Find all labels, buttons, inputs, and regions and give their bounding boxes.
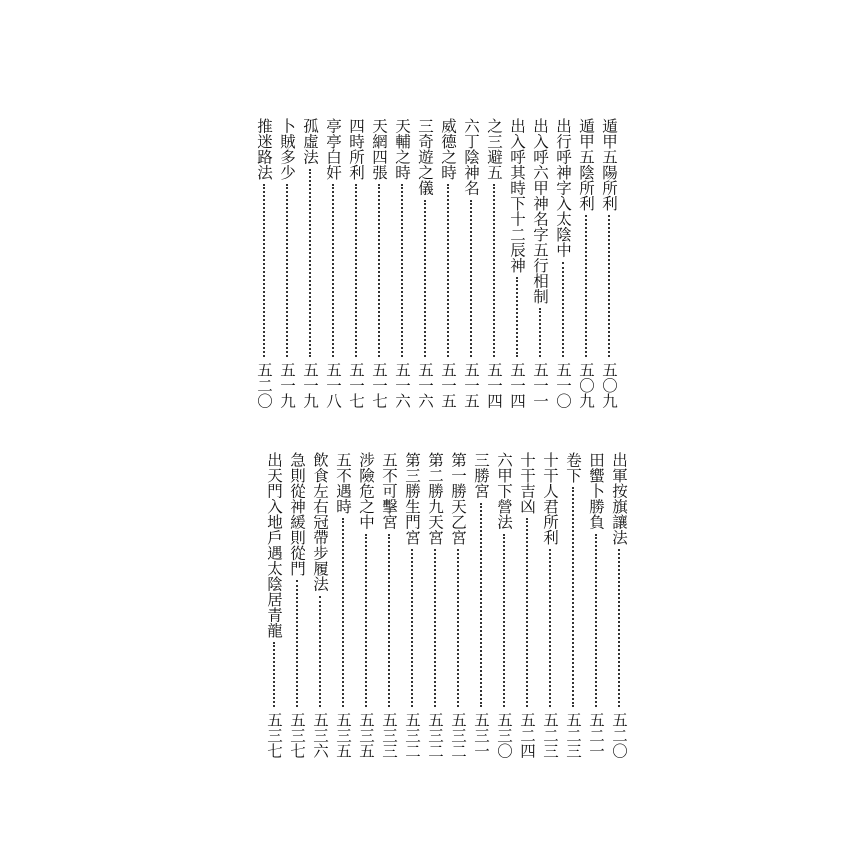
toc-entry [265, 452, 283, 758]
toc-entry-title: 飲食左右冠帶步履法 [311, 452, 329, 592]
toc-entry [554, 118, 572, 408]
toc-entry-title: 急則從神緩則從門 [288, 452, 306, 576]
toc-entry-page-number: 五一四 [508, 361, 526, 408]
toc-entry-page-number: 五二〇 [610, 711, 628, 758]
toc-entry-page-number: 五一七 [347, 361, 365, 408]
leader-dots [480, 503, 482, 707]
leader-dots [595, 534, 597, 707]
toc-entry-title: 卷下 [564, 452, 582, 483]
toc-entry-page-number: 五一六 [416, 361, 434, 408]
leader-dots [539, 308, 541, 357]
toc-entry [334, 452, 352, 758]
toc-entry [531, 118, 549, 408]
toc-entry [518, 452, 536, 758]
toc-entry [393, 118, 411, 408]
toc-entry [485, 118, 503, 408]
leader-dots [424, 200, 426, 357]
leader-dots [447, 184, 449, 357]
leader-dots [434, 549, 436, 707]
leader-dots [608, 215, 610, 357]
toc-entry [508, 118, 526, 408]
toc-entry [564, 452, 582, 758]
toc-entry-title: 天網四張 [370, 118, 388, 180]
toc-entry-title: 天輔之時 [393, 118, 411, 180]
toc-entry [600, 118, 618, 408]
toc-entry-title: 十干人君所利 [541, 452, 559, 545]
toc-entry [449, 452, 467, 758]
leader-dots [273, 642, 275, 707]
leader-dots [309, 169, 311, 357]
leader-dots [470, 200, 472, 357]
leader-dots [332, 184, 334, 357]
toc-entry-page-number: 五三三 [380, 711, 398, 758]
toc-entry-page-number: 五三二 [403, 711, 421, 758]
toc-entry [278, 118, 296, 408]
toc-entry-title: 三勝宮 [472, 452, 490, 499]
toc-entry [577, 118, 595, 408]
leader-dots [286, 184, 288, 357]
toc-entry-page-number: 五〇九 [577, 361, 595, 408]
toc-block-upper [255, 118, 618, 408]
toc-entry-title: 遁甲五陽所利 [600, 118, 618, 211]
toc-entry-title: 亭亭白奸 [324, 118, 342, 180]
toc-entry [288, 452, 306, 758]
toc-entry [301, 118, 319, 408]
toc-entry-page-number: 五三二 [449, 711, 467, 758]
toc-entry [439, 118, 457, 408]
toc-entry [426, 452, 444, 758]
toc-entry-page-number: 五二三 [564, 711, 582, 758]
toc-entry [472, 452, 490, 758]
toc-entry [357, 452, 375, 758]
toc-entry-title: 孤虛法 [301, 118, 319, 165]
toc-entry-title: 第二勝九天宮 [426, 452, 444, 545]
toc-entry-page-number: 五一九 [301, 361, 319, 408]
leader-dots [572, 487, 574, 707]
leader-dots [319, 596, 321, 707]
leader-dots [562, 262, 564, 357]
toc-entry [416, 118, 434, 408]
toc-entry-page-number: 五一〇 [554, 361, 572, 408]
toc-entry-page-number: 五三七 [288, 711, 306, 758]
toc-entry-page-number: 五一七 [370, 361, 388, 408]
leader-dots [549, 549, 551, 707]
leader-dots [526, 518, 528, 707]
toc-entry-title: 涉險危之中 [357, 452, 375, 530]
toc-entry-title: 推迷路法 [255, 118, 273, 180]
toc-entry-title: 四時所利 [347, 118, 365, 180]
toc-entry-title: 出行呼神字入太陰中 [554, 118, 572, 258]
toc-entry-title: 第三勝生門宮 [403, 452, 421, 545]
toc-entry-title: 五不可擊宮 [380, 452, 398, 530]
toc-entry-page-number: 五三五 [334, 711, 352, 758]
toc-entry-page-number: 五二一 [587, 711, 605, 758]
toc-entry-title: 威德之時 [439, 118, 457, 180]
leader-dots [401, 184, 403, 357]
toc-entry-page-number: 五三五 [357, 711, 375, 758]
toc-entry [541, 452, 559, 758]
toc-entry-title: 遁甲五陰所利 [577, 118, 595, 211]
toc-entry-page-number: 五三〇 [495, 711, 513, 758]
toc-entry-title: 之三避五 [485, 118, 503, 180]
leader-dots [457, 549, 459, 707]
leader-dots [618, 549, 620, 707]
leader-dots [378, 184, 380, 357]
leader-dots [516, 277, 518, 357]
toc-entry-title: 三奇遊之儀 [416, 118, 434, 196]
toc-entry [347, 118, 365, 408]
leader-dots [355, 184, 357, 357]
leader-dots [263, 184, 265, 357]
toc-entry-page-number: 五三六 [311, 711, 329, 758]
leader-dots [493, 184, 495, 357]
toc-entry-page-number: 五三一 [472, 711, 490, 758]
toc-entry-page-number: 五一一 [531, 361, 549, 408]
toc-entry-title: 出天門入地戶遇太陰居青龍 [265, 452, 283, 638]
leader-dots [411, 549, 413, 707]
toc-entry-title: 六丁陰神名 [462, 118, 480, 196]
toc-entry-page-number: 五二三 [541, 711, 559, 758]
toc-block-lower [265, 452, 628, 758]
toc-entry [495, 452, 513, 758]
toc-entry-page-number: 五二〇 [255, 361, 273, 408]
toc-entry-title: 出軍按旗讓法 [610, 452, 628, 545]
toc-entry-page-number: 五一四 [485, 361, 503, 408]
toc-entry-title: 第一勝天乙宮 [449, 452, 467, 545]
toc-entry [380, 452, 398, 758]
toc-entry-page-number: 五一五 [462, 361, 480, 408]
toc-entry [587, 452, 605, 758]
toc-entry-title: 卜賊多少 [278, 118, 296, 180]
toc-entry-page-number: 五一五 [439, 361, 457, 408]
toc-entry-title: 六甲下營法 [495, 452, 513, 530]
toc-entry-page-number: 五三七 [265, 711, 283, 758]
toc-entry-page-number: 五〇九 [600, 361, 618, 408]
toc-entry [255, 118, 273, 408]
toc-entry [311, 452, 329, 758]
leader-dots [365, 534, 367, 707]
toc-entry-title: 五不遇時 [334, 452, 352, 514]
leader-dots [342, 518, 344, 707]
leader-dots [296, 580, 298, 707]
toc-entry-title: 田蠁卜勝負 [587, 452, 605, 530]
toc-entry-title: 出入呼六甲神名字五行相制 [531, 118, 549, 304]
leader-dots [388, 534, 390, 707]
toc-entry-page-number: 五一六 [393, 361, 411, 408]
toc-entry-page-number: 五一八 [324, 361, 342, 408]
toc-entry-title: 出入呼其時下十二辰神 [508, 118, 526, 273]
toc-entry [403, 452, 421, 758]
leader-dots [585, 215, 587, 357]
toc-entry [462, 118, 480, 408]
toc-entry [370, 118, 388, 408]
toc-entry [610, 452, 628, 758]
leader-dots [503, 534, 505, 707]
toc-entry-page-number: 五二四 [518, 711, 536, 758]
toc-entry-page-number: 五一九 [278, 361, 296, 408]
toc-entry-title: 十干吉凶 [518, 452, 536, 514]
toc-entry-page-number: 五三二 [426, 711, 444, 758]
toc-entry [324, 118, 342, 408]
